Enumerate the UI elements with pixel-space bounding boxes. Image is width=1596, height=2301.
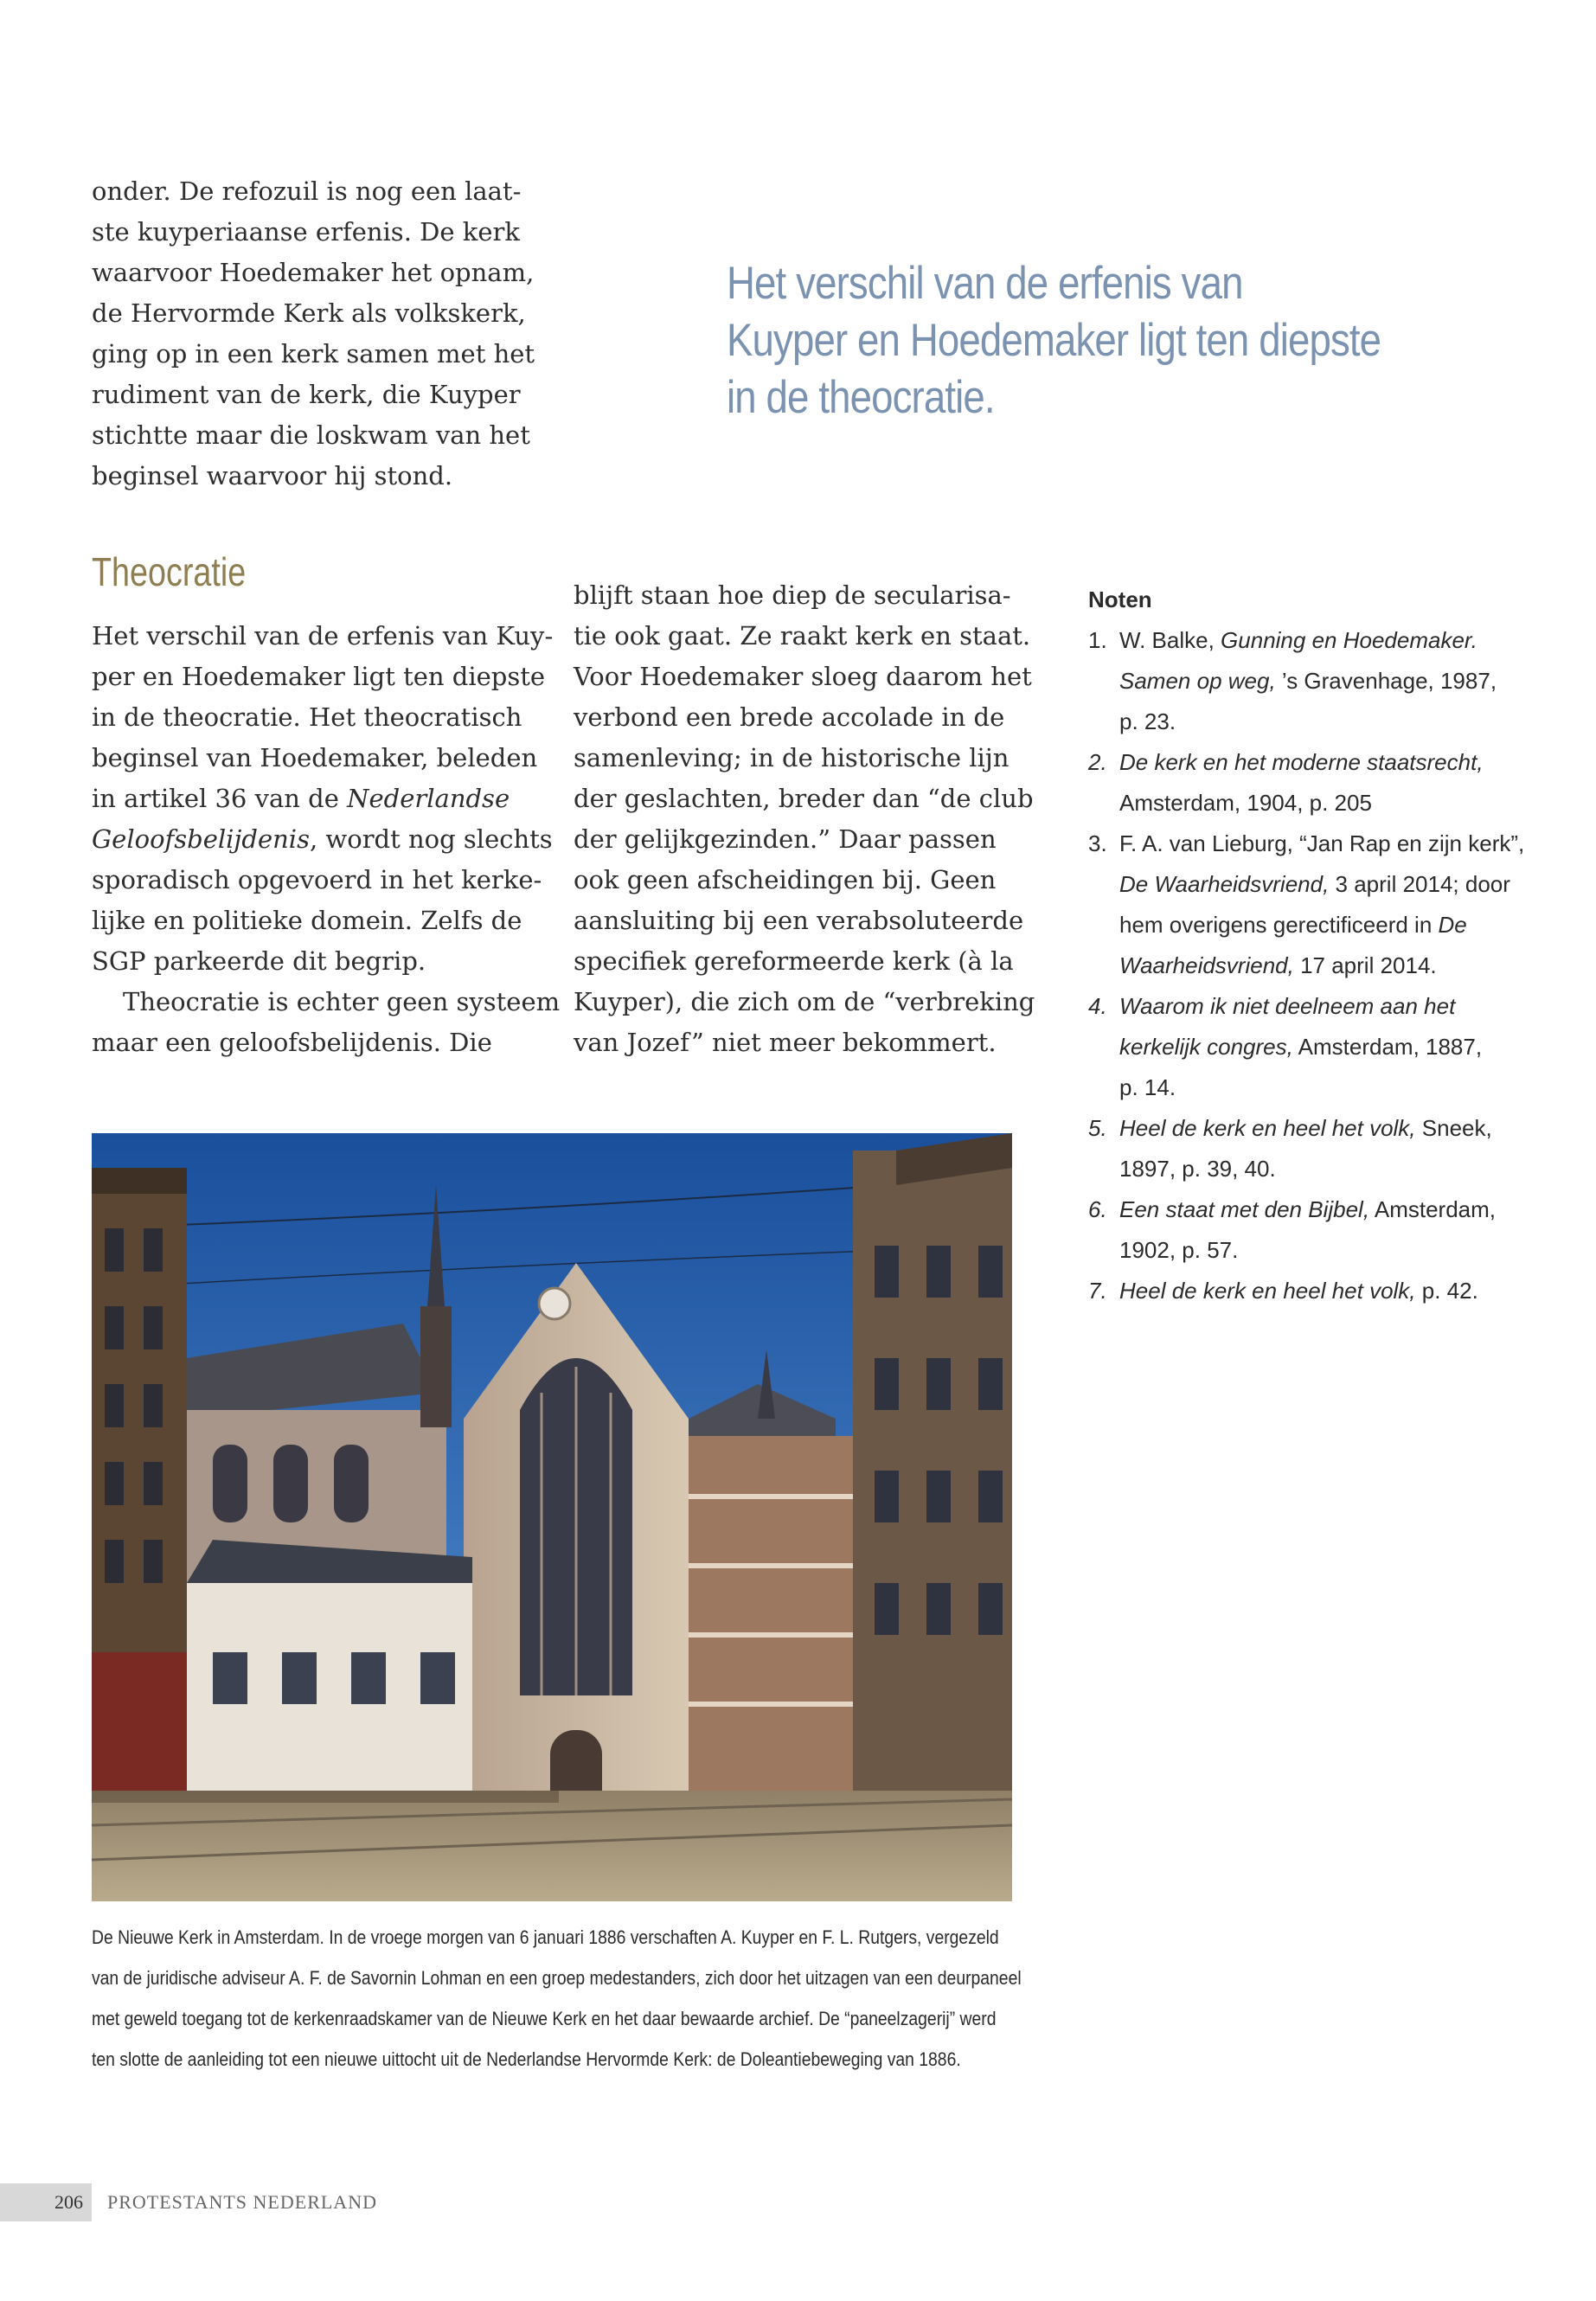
note-line bbox=[1119, 661, 1538, 702]
note-line bbox=[1119, 986, 1538, 1027]
text-line: onder. De refozuil is nog een laat- bbox=[92, 176, 522, 206]
italic-title: Heel de kerk en heel het volk, bbox=[1119, 1278, 1416, 1304]
text-run: in artikel 36 van de bbox=[92, 784, 348, 813]
note-item bbox=[1088, 742, 1538, 824]
italic-title: kerkelijk congres, bbox=[1119, 1034, 1293, 1060]
note-line bbox=[1119, 905, 1538, 945]
text-run: , wordt nog slechts bbox=[309, 824, 553, 854]
text-line: tie ook gaat. Ze raakt kerk en staat. bbox=[574, 621, 1031, 651]
note-line bbox=[1119, 742, 1538, 783]
text-run: W. Balke, bbox=[1119, 627, 1221, 653]
text-line: der geslachten, breder dan “de club bbox=[574, 784, 1034, 813]
text-line: lijke en politieke domein. Zelfs de bbox=[92, 906, 522, 935]
text-line: maar een geloofsbelijdenis. Die bbox=[92, 1028, 492, 1057]
note-line: p. 23. bbox=[1119, 708, 1176, 734]
note-number: 5. bbox=[1088, 1115, 1107, 1141]
caption-line: De Nieuwe Kerk in Amsterdam. In de vroege morgen van 6 januari 1886 verschaften A. Kuyper en F. L. Rutgers, vergezeld bbox=[92, 1926, 999, 1948]
note-item bbox=[1088, 1271, 1538, 1311]
note-number: 4. bbox=[1088, 993, 1107, 1019]
note-line: 1897, p. 39, 40. bbox=[1119, 1156, 1276, 1182]
text-run: p. 42. bbox=[1415, 1278, 1478, 1304]
note-number: 2. bbox=[1088, 749, 1107, 775]
note-item bbox=[1088, 1108, 1538, 1189]
pull-quote-line: Kuyper en Hoedemaker ligt ten diepste bbox=[727, 315, 1381, 366]
text-run: ’s Gravenhage, 1987, bbox=[1275, 668, 1497, 694]
italic-title: Samen op weg, bbox=[1119, 668, 1276, 694]
note-line bbox=[1119, 1271, 1538, 1311]
note-line: 1902, p. 57. bbox=[1119, 1237, 1239, 1263]
text-line: per en Hoedemaker ligt ten diepste bbox=[92, 662, 546, 691]
text-line: verbond een brede accolade in de bbox=[574, 702, 1005, 732]
text-line: rudiment van de kerk, die Kuyper bbox=[92, 380, 521, 409]
text-line: samenleving; in de historische lijn bbox=[574, 743, 1010, 772]
body-column-middle bbox=[574, 575, 1035, 1063]
text-run: Amsterdam, 1887, bbox=[1292, 1034, 1483, 1060]
text-line: ook geen afscheidingen bij. Geen bbox=[574, 865, 997, 894]
text-line: van Jozef” niet meer bekommert. bbox=[574, 1028, 997, 1057]
notes-title: Noten bbox=[1088, 586, 1152, 612]
note-line: F. A. van Lieburg, “Jan Rap en zijn kerk”, bbox=[1119, 830, 1525, 856]
note-line bbox=[1119, 620, 1538, 661]
text-line bbox=[92, 779, 550, 819]
text-line: der gelijkgezinden.” Daar passen bbox=[574, 824, 997, 854]
pull-quote bbox=[727, 255, 1381, 426]
text-run: hem overigens gerectificeerd in bbox=[1119, 912, 1439, 938]
intro-paragraph bbox=[92, 171, 550, 497]
photo-caption bbox=[92, 1917, 1022, 2080]
section-heading: Theocratie bbox=[92, 549, 247, 594]
text-line: de Hervormde Kerk als volkskerk, bbox=[92, 298, 526, 328]
italic-title: De bbox=[1438, 912, 1467, 938]
note-line bbox=[1119, 1108, 1538, 1149]
text-line: Voor Hoedemaker sloeg daarom het bbox=[574, 662, 1032, 691]
note-item bbox=[1088, 1189, 1538, 1271]
note-item bbox=[1088, 620, 1538, 742]
note-line bbox=[1119, 1027, 1538, 1067]
text-run: Sneek, bbox=[1415, 1115, 1492, 1141]
pull-quote-line: in de theocratie. bbox=[727, 372, 995, 423]
italic-title: Een staat met den Bijbel, bbox=[1119, 1196, 1370, 1222]
note-line bbox=[1119, 864, 1538, 905]
note-item bbox=[1088, 824, 1538, 986]
text-run: 3 april 2014; door bbox=[1329, 871, 1510, 897]
note-number: 7. bbox=[1088, 1278, 1107, 1304]
note-line: Amsterdam, 1904, p. 205 bbox=[1119, 790, 1372, 816]
text-line: sporadisch opgevoerd in het kerke- bbox=[92, 865, 542, 894]
church-photo bbox=[92, 1133, 1012, 1901]
italic-title: Waarheidsvriend, bbox=[1119, 952, 1294, 978]
text-line: beginsel van Hoedemaker, beleden bbox=[92, 743, 538, 772]
text-run: 17 april 2014. bbox=[1293, 952, 1437, 978]
text-line: in de theocratie. Het theocratisch bbox=[92, 702, 522, 732]
page-number: 206 bbox=[54, 2191, 83, 2213]
text-run: Amsterdam, bbox=[1369, 1196, 1496, 1222]
text-line: specifiek gereformeerde kerk (à la bbox=[574, 946, 1014, 976]
caption-line: met geweld toegang tot de kerkenraadskamer van de Nieuwe Kerk en het daar bewaarde archief. De “paneelzagerij” werd bbox=[92, 2008, 997, 2029]
note-item bbox=[1088, 986, 1538, 1108]
running-title: PROTESTANTS NEDERLAND bbox=[107, 2191, 377, 2213]
italic-title: Nederlandse bbox=[347, 784, 510, 813]
pull-quote-line: Het verschil van de erfenis van bbox=[727, 258, 1243, 309]
italic-title: De Waarheidsvriend, bbox=[1119, 871, 1330, 897]
text-line: ste kuyperiaanse erfenis. De kerk bbox=[92, 217, 520, 247]
italic-title: De kerk en het moderne staatsrecht, bbox=[1119, 749, 1484, 775]
italic-title: Heel de kerk en heel het volk, bbox=[1119, 1115, 1416, 1141]
text-line: beginsel waarvoor hij stond. bbox=[92, 461, 453, 490]
text-line: Het verschil van de erfenis van Kuy- bbox=[92, 621, 554, 651]
text-line: Kuyper), die zich om de “verbreking bbox=[574, 987, 1035, 1016]
notes bbox=[1088, 580, 1538, 1311]
note-number: 1. bbox=[1088, 627, 1107, 653]
text-line: blijft staan hoe diep de secularisa- bbox=[574, 580, 1011, 610]
italic-title: Waarom ik niet deelneem aan het bbox=[1119, 993, 1456, 1019]
note-number: 6. bbox=[1088, 1196, 1107, 1222]
caption-line: ten slotte de aanleiding tot een nieuwe uittocht uit de Nederlandse Hervormde Kerk: de Doleantiebeweging van 1886. bbox=[92, 2048, 961, 2070]
body-column-left bbox=[92, 616, 561, 1063]
text-line: ging op in een kerk samen met het bbox=[92, 339, 535, 369]
italic-title: Geloofsbelijdenis bbox=[92, 824, 310, 854]
note-line: p. 14. bbox=[1119, 1074, 1176, 1100]
caption-line: van de juridische adviseur A. F. de Savornin Lohman en een groep medestanders, zich door het uitzagen van een deurpaneel bbox=[92, 1967, 1022, 1989]
text-line: waarvoor Hoedemaker het opnam, bbox=[92, 258, 535, 287]
text-line: aansluiting bij een verabsoluteerde bbox=[574, 906, 1024, 935]
italic-title: Gunning en Hoedemaker. bbox=[1221, 627, 1477, 653]
note-number: 3. bbox=[1088, 830, 1107, 856]
text-line: Theocratie is echter geen systeem bbox=[123, 987, 561, 1016]
text-line bbox=[92, 819, 553, 860]
text-line: stichtte maar die loskwam van het bbox=[92, 420, 530, 450]
note-line bbox=[1119, 945, 1538, 986]
note-line bbox=[1119, 1189, 1538, 1230]
text-line: SGP parkeerde dit begrip. bbox=[92, 946, 426, 976]
